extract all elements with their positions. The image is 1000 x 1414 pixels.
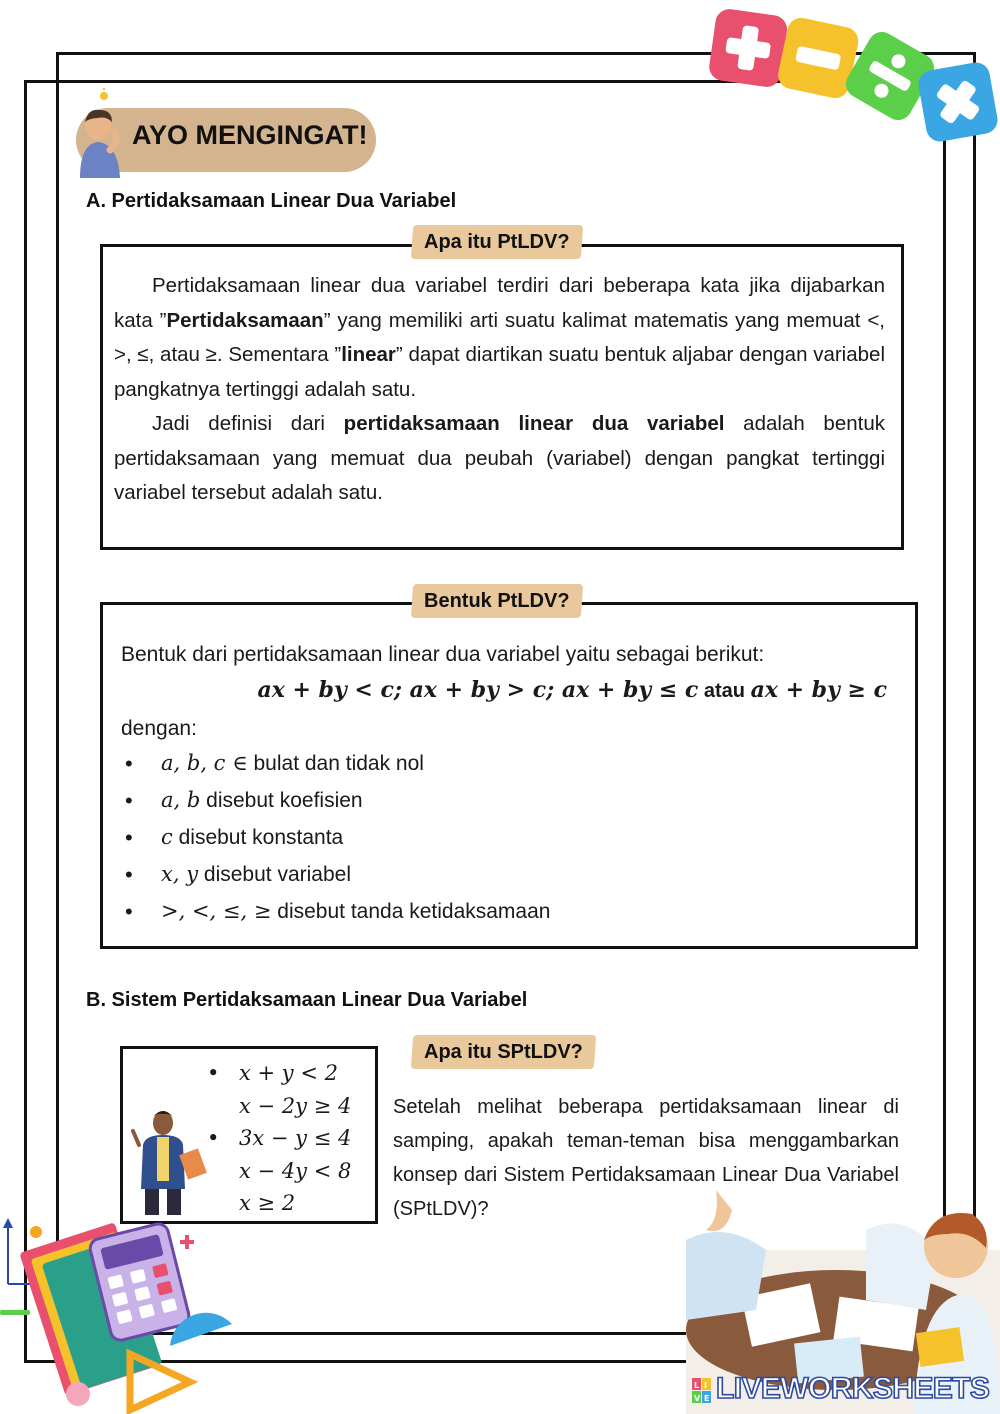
text-run: Pertidaksamaan linear dua variabel terdiri dari beberapa kata jika dijabarkan kata ” (114, 274, 885, 332)
svg-text:I: I (704, 1381, 707, 1390)
text-run: Jadi definisi dari (152, 412, 344, 435)
tag-label: Apa itu SPtLDV? (424, 1041, 583, 1063)
tag-apa-itu-ptldv (411, 225, 583, 259)
liveworksheets-badge-icon (692, 1378, 712, 1404)
list-text: disebut konstanta (172, 826, 344, 849)
section-a-heading: A. Pertidaksamaan Linear Dua Variabel (86, 190, 457, 212)
thinking-boy-icon (74, 88, 134, 178)
form-term-list (121, 745, 895, 930)
inequality-list (207, 1057, 351, 1220)
inequality-examples-box (120, 1046, 378, 1224)
inequality-item: • x + y < 2 (207, 1057, 351, 1090)
text-run: adalah bentuk pertidaksamaan yang memuat dua peubah (variabel) dengan pangkat tertinggi variabel tersebut adalah satu. (114, 412, 885, 504)
definition-paragraph-2 (114, 407, 885, 511)
inequality-item: • 3x − y ≤ 4 (207, 1122, 351, 1155)
math-term: c (161, 825, 173, 849)
general-formula (121, 677, 887, 703)
svg-text:E: E (704, 1394, 710, 1403)
plus-tile-icon (707, 7, 788, 88)
svg-text:V: V (694, 1394, 701, 1403)
list-text: disebut tanda ketidaksamaan (271, 900, 551, 923)
math-term: a, b, c ∈ (161, 751, 248, 775)
text-run: ” dapat diartikan suatu bentuk aljabar dengan variabel pangkatnya tertinggi adalah satu. (114, 343, 885, 401)
school-supplies-decoration (0, 1214, 240, 1414)
bold-term-ptldv: pertidaksamaan linear dua variabel (343, 412, 725, 435)
inequality-item: x ≥ 2 (239, 1191, 296, 1215)
list-text: disebut koefisien (200, 789, 363, 812)
times-tile-icon (916, 60, 999, 143)
math-term: a, b (161, 788, 201, 812)
math-term: x, y (161, 862, 199, 886)
list-item (121, 856, 895, 893)
formula-connector: atau (698, 680, 751, 702)
tag-bentuk-ptldv (411, 584, 583, 618)
form-intro: Bentuk dari pertidaksamaan linear dua variabel yaitu sebagai berikut: (121, 643, 765, 666)
formula-part: ax + by < c; ax + by > c; ax + by ≤ c (257, 677, 699, 703)
section-b-heading: B. Sistem Pertidaksamaan Linear Dua Variabel (86, 989, 528, 1011)
definition-box (100, 244, 904, 550)
form-box (100, 602, 918, 949)
liveworksheets-brand[interactable]: LIVEWORKSHEETS (716, 1372, 990, 1405)
tag-label: Bentuk PtLDV? (424, 590, 570, 612)
list-text: bulat dan tidak nol (247, 752, 424, 775)
tag-apa-itu-sptldv (411, 1035, 596, 1069)
sptldv-question-text: Setelah melihat beberapa pertidaksamaan linear di samping, apakah teman-teman bisa menggambarkan konsep dari Sistem Pertidaksamaan Linear Dua Variabel (SPtLDV)? (393, 1096, 899, 1220)
text-run: ” yang memiliki arti suatu kalimat matematis yang memuat <, >, ≤, atau ≥. Sementara ” (114, 308, 885, 366)
bold-term-linear: linear (341, 343, 396, 366)
math-operations-decoration (700, 4, 1000, 154)
svg-text:L: L (694, 1381, 700, 1390)
teacher-icon (129, 1105, 209, 1217)
formula-part: ax + by ≥ c (750, 677, 887, 703)
dengan-label: dengan: (121, 717, 197, 740)
inequality-item: x − 4y < 8 (239, 1158, 352, 1183)
list-text: disebut variabel (198, 863, 351, 886)
definition-paragraph-1 (114, 269, 885, 407)
ayo-mengingat-title: AYO MENGINGAT! (132, 120, 368, 150)
list-item (121, 893, 895, 930)
inequality-item: x − 2y ≥ 4 (239, 1093, 352, 1118)
bold-term-pertidaksamaan: Pertidaksamaan (166, 308, 324, 332)
list-item (121, 745, 895, 782)
list-item (121, 782, 895, 819)
math-term: >, <, ≤, ≥ (161, 899, 272, 923)
tag-label: Apa itu PtLDV? (424, 231, 570, 253)
list-item (121, 819, 895, 856)
